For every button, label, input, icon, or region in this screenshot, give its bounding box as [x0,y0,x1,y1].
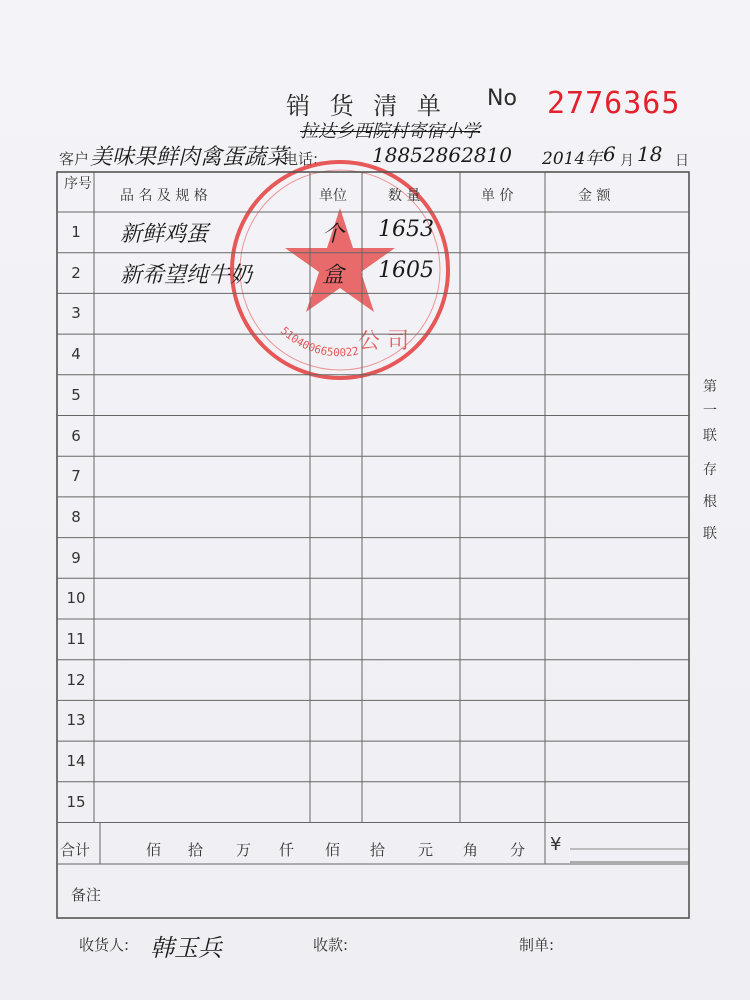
side-label-2: 一 [703,403,717,419]
stamp-number: 5104006650022 [277,324,360,360]
item-name: 新鲜鸡蛋 [120,222,209,247]
serial-no-label: No [487,86,517,111]
row-number: 14 [66,752,86,771]
row-number: 7 [71,467,81,486]
total-label: 合计 [60,841,91,859]
maker-label: 制单: [519,936,555,954]
phone-label: 电话: [283,150,319,168]
handwritten-phone: 18852862810 [372,143,512,167]
item-unit: 盒 [322,262,345,288]
svg-text:5104006650022 [278,324,360,359]
total-unit-label: 佰 [146,841,162,859]
receiver-signature: 韩玉兵 [150,934,222,962]
receiver-label: 收货人: [79,936,130,954]
total-unit-label: 佰 [325,841,341,859]
row-number: 11 [66,630,86,648]
handwritten-buyer: 拉达乡西院村寄宿小学 [300,121,480,142]
row-number: 15 [66,792,86,811]
side-label-5: 根 [703,494,717,510]
handwritten-month: 6 [603,142,616,166]
row-number: 2 [71,263,81,282]
row-number: 9 [71,548,81,567]
row-number: 5 [71,385,81,404]
month-label: 月 [620,153,634,169]
currency-symbol: ¥ [550,834,562,855]
col-header-name: 品 名 及 规 格 [120,188,208,204]
total-unit-label: 分 [510,841,526,859]
row-number: 3 [71,304,81,323]
customer-label: 客户 [59,150,90,168]
col-header-amount: 金 额 [578,188,611,204]
col-header-unit: 单位 [319,188,347,204]
total-unit-label: 元 [418,841,434,859]
total-unit-label: 角 [463,841,479,859]
row-number: 8 [71,507,81,526]
row-number: 12 [66,670,86,689]
col-header-price: 单 价 [481,188,514,204]
item-quantity: 1653 [378,217,434,242]
side-label-1: 第 [703,379,717,395]
item-quantity: 1605 [378,257,434,283]
handwritten-year: 2014年 [542,149,603,169]
stamp-inner-text: 公 司 [358,329,409,354]
col-header-no: 序号 [64,176,92,192]
day-label: 日 [675,153,689,169]
total-unit-label: 拾 [188,841,204,859]
side-label-4: 存 [703,462,717,478]
document-title: 销 货 清 单 [286,92,447,120]
serial-number: 2776365 [547,86,681,121]
note-label: 备注 [71,886,102,904]
total-unit-label: 拾 [370,841,386,859]
payment-label: 收款: [313,936,349,954]
total-unit-label: 万 [236,841,252,859]
side-label-3: 联 [703,428,717,444]
handwritten-day: 18 [637,142,663,166]
item-unit: 个 [322,222,345,247]
row-number: 13 [66,711,86,730]
col-header-qty: 数 量 [388,188,421,204]
handwritten-customer: 美味果鲜肉禽蛋蔬菜 [90,145,289,170]
row-number: 6 [71,426,81,445]
row-number: 1 [71,223,81,241]
row-number: 10 [66,589,86,608]
total-unit-label: 仟 [279,841,295,859]
side-label-6: 联 [703,526,717,542]
row-number: 4 [71,345,81,364]
item-name: 新希望纯牛奶 [120,262,253,288]
